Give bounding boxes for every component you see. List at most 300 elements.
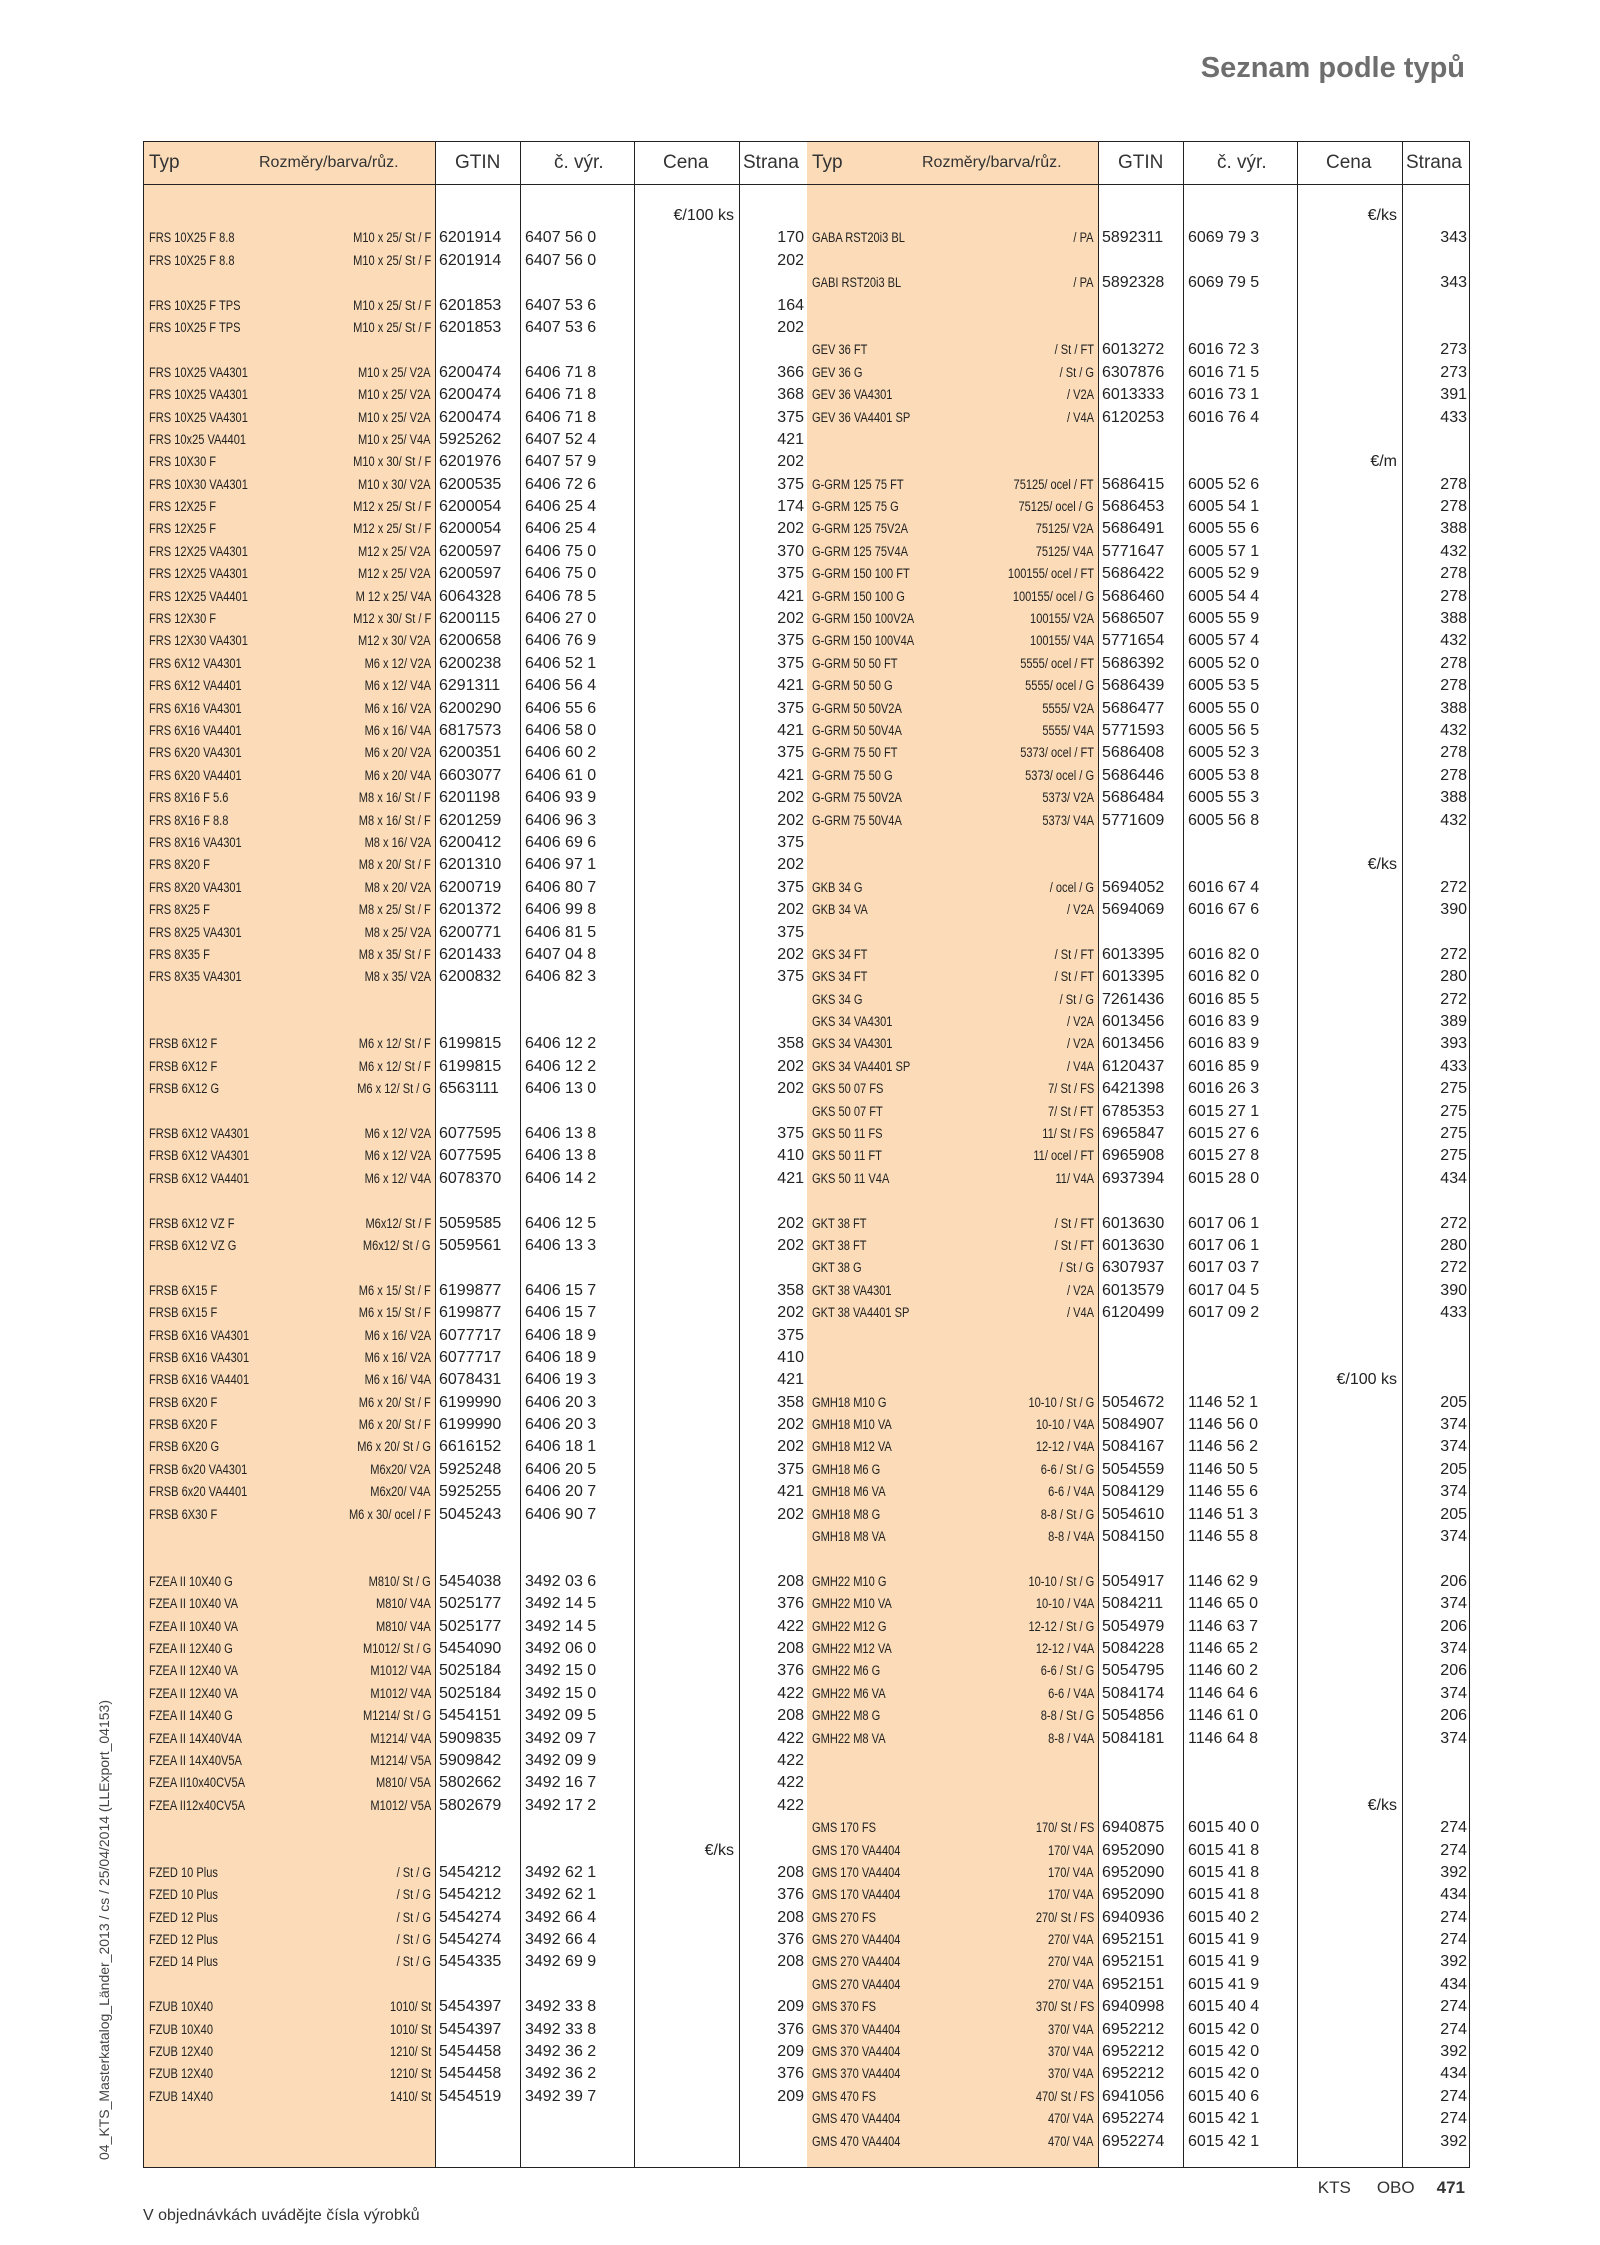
product-type: GKT 38 G: [812, 1260, 862, 1276]
product-number: 6005 55 9: [1188, 610, 1260, 628]
page-ref: 202: [777, 856, 804, 874]
page-ref: 422: [777, 1751, 804, 1769]
header-cislo-vyrobku: č. výr.: [1217, 152, 1267, 173]
product-type: FZEA II 12X40 VA: [149, 1663, 239, 1679]
table-row: [144, 877, 807, 899]
product-type: FZED 10 Plus: [149, 1887, 218, 1903]
page-ref: 274: [1440, 1998, 1467, 2016]
dimensions: / St / G: [396, 1932, 431, 1948]
gtin: 5454335: [439, 1953, 502, 1971]
table-row: [144, 1414, 807, 1436]
dimensions: 1210/ St: [389, 2066, 431, 2082]
product-number: 6015 27 6: [1188, 1125, 1260, 1143]
table-row: [144, 586, 807, 608]
table-row: [807, 630, 1470, 652]
gtin: 6199877: [439, 1281, 502, 1299]
gtin: 5771593: [1102, 721, 1165, 739]
table-row: [807, 1951, 1470, 1973]
product-number: 6016 85 9: [1188, 1057, 1260, 1075]
table-row: [144, 1772, 807, 1794]
page-ref: 388: [1440, 520, 1467, 538]
table-row: [144, 653, 807, 675]
product-type: FRS 8X16 F 5.6: [149, 790, 229, 806]
gtin: 5694069: [1102, 901, 1165, 919]
table-row: [144, 1951, 807, 1973]
page-ref: 278: [1440, 587, 1467, 605]
product-number: 1146 55 6: [1188, 1483, 1258, 1501]
product-type: FRS 10X25 F 8.8: [149, 252, 235, 268]
product-type: G-GRM 150 100V2A: [812, 611, 915, 627]
product-number: 6406 60 2: [525, 744, 597, 762]
product-number: 6406 71 8: [525, 408, 597, 426]
gtin: 6200771: [439, 923, 502, 941]
table-row: [807, 339, 1470, 361]
product-type: GMH22 M10 G: [812, 1573, 887, 1589]
product-type: GKS 50 07 FT: [812, 1103, 883, 1119]
page-ref: 272: [1440, 945, 1467, 963]
gtin: 6200474: [439, 363, 502, 381]
product-number: 3492 16 7: [525, 1774, 597, 1792]
gtin: 6078370: [439, 1169, 502, 1187]
price-unit: €/100 ks: [673, 207, 734, 224]
dimensions: M10 x 25/ V2A: [358, 364, 431, 380]
product-number: 6406 99 8: [525, 901, 597, 919]
gtin: 5802679: [439, 1796, 502, 1814]
product-number: 6407 53 6: [525, 296, 597, 314]
product-number: 3492 09 5: [525, 1707, 597, 1725]
product-type: FRS 12X25 VA4301: [149, 566, 248, 582]
page-ref: 275: [1440, 1102, 1467, 1120]
gtin: 6952212: [1102, 2020, 1165, 2038]
page-ref: 388: [1440, 789, 1467, 807]
dimensions: 270/ V4A: [1048, 1932, 1094, 1948]
gtin: 5909835: [439, 1729, 502, 1747]
product-number: 1146 64 8: [1188, 1729, 1258, 1747]
product-number: 1146 63 7: [1188, 1617, 1258, 1635]
product-number: 6406 71 8: [525, 386, 597, 404]
product-number: 6406 15 7: [525, 1304, 597, 1322]
product-number: 6016 82 0: [1188, 968, 1260, 986]
gtin: 5454397: [439, 2020, 502, 2038]
page-ref: 202: [777, 251, 804, 269]
dimensions: 1210/ St: [389, 2044, 431, 2060]
table-row: [807, 989, 1470, 1011]
dimensions: M12 x 25/ St / F: [352, 499, 431, 515]
page-ref: 202: [777, 945, 804, 963]
product-type: GMS 370 VA4404: [812, 2044, 901, 2060]
table-row: [807, 205, 1470, 227]
product-number: 6406 76 9: [525, 632, 597, 650]
product-number: 6407 57 9: [525, 453, 597, 471]
dimensions: M10 x 25/ St / F: [352, 319, 431, 335]
table-row: [807, 1907, 1470, 1929]
table-row: [807, 922, 1470, 944]
dimensions: 11/ St / FS: [1042, 1126, 1094, 1142]
page-ref: 205: [1440, 1505, 1467, 1523]
dimensions: M10 x 25/ V2A: [358, 387, 431, 403]
dimensions: / PA: [1073, 230, 1094, 246]
table-header: [144, 142, 807, 185]
page-ref: 209: [777, 2043, 804, 2061]
table-row: [807, 1392, 1470, 1414]
dimensions: 1010/ St: [389, 2021, 431, 2037]
page-ref: 208: [777, 1640, 804, 1657]
product-number: 6406 20 3: [525, 1393, 597, 1411]
gtin: 5054917: [1102, 1572, 1165, 1590]
product-type: GMH18 M10 G: [812, 1394, 887, 1410]
product-type: FZEA II 10X40 VA: [149, 1618, 239, 1634]
dimensions: / St / FT: [1054, 946, 1094, 962]
header-cena: Cena: [663, 152, 709, 173]
product-type: FRS 6X12 VA4301: [149, 655, 242, 671]
gtin: 6200474: [439, 408, 502, 426]
gtin: 6785353: [1102, 1102, 1165, 1120]
page-ref: 208: [777, 1863, 804, 1881]
product-number: 6005 52 6: [1188, 475, 1260, 493]
product-number: 6017 06 1: [1188, 1236, 1260, 1254]
product-type: FRS 6X20 VA4301: [149, 745, 242, 761]
page-ref: 274: [1440, 2020, 1467, 2038]
table-row: [807, 854, 1470, 876]
dimensions: 270/ St / FS: [1035, 1909, 1094, 1925]
table-row: [807, 1504, 1470, 1526]
table-row: [807, 2041, 1470, 2063]
product-type: GMH18 M8 VA: [812, 1529, 886, 1545]
page-ref: 206: [1440, 1572, 1467, 1590]
product-number: 6016 73 1: [1188, 386, 1260, 404]
page-ref: 375: [777, 1125, 804, 1143]
page-ref: 272: [1440, 1214, 1467, 1232]
product-number: 6015 41 9: [1188, 1975, 1260, 1993]
product-type: G-GRM 150 100V4A: [812, 633, 915, 649]
dimensions: M6 x 12/ St / F: [359, 1058, 431, 1074]
dimensions: M10 x 25/ V2A: [358, 409, 431, 425]
dimensions: M6 x 20/ V2A: [364, 745, 431, 761]
table-row: [144, 1078, 807, 1100]
page-ref: 410: [777, 1348, 804, 1366]
page-ref: 202: [777, 318, 804, 336]
product-type: FRS 6X20 VA4401: [149, 767, 242, 783]
dimensions: M6 x 20/ St / F: [359, 1394, 431, 1410]
product-number: 6406 58 0: [525, 721, 597, 739]
product-type: FRSB 6X12 F: [149, 1058, 218, 1074]
dimensions: / St / FT: [1054, 1215, 1094, 1231]
dimensions: / PA: [1073, 275, 1094, 291]
page-ref: 278: [1440, 498, 1467, 516]
page-ref: 422: [777, 1684, 804, 1702]
product-type: FRSB 6X20 F: [149, 1417, 218, 1433]
page-ref: 374: [1440, 1640, 1467, 1657]
table-row: [144, 1302, 807, 1324]
gtin: 5686453: [1102, 498, 1165, 516]
product-type: FRS 10X30 F: [149, 454, 217, 470]
table-row: [144, 608, 807, 630]
product-type: GMH22 M8 VA: [812, 1730, 886, 1746]
dimensions: M8 x 20/ St / F: [359, 857, 431, 873]
product-type: FRSB 6X30 F: [149, 1506, 218, 1522]
product-type: GKT 38 VA4401 SP: [812, 1305, 910, 1321]
product-type: GEV 36 VA4301: [812, 387, 893, 403]
table-header: [807, 142, 1470, 185]
page-ref: 202: [777, 1438, 804, 1456]
dimensions: M12 x 30/ St / F: [352, 611, 431, 627]
table-row: [807, 1817, 1470, 1839]
table-row: [807, 250, 1470, 272]
product-type: GABA RST20i3 BL: [812, 230, 905, 246]
product-number: 3492 62 1: [525, 1863, 597, 1881]
page-ref: 274: [1440, 1908, 1467, 1926]
gtin: 5059585: [439, 1214, 502, 1232]
product-type: G-GRM 75 50 G: [812, 767, 893, 783]
table-row: [144, 1101, 807, 1123]
product-type: FRSB 6X16 VA4301: [149, 1349, 250, 1365]
page-ref: 374: [1440, 1729, 1467, 1747]
price-unit: €/100 ks: [1336, 1371, 1397, 1389]
table-row: [807, 1302, 1470, 1324]
product-type: GMS 170 VA4404: [812, 1842, 901, 1858]
product-number: 1146 55 8: [1188, 1528, 1258, 1546]
table-row: [144, 720, 807, 742]
product-type: FZUB 10X40: [149, 2021, 213, 2037]
product-type: G-GRM 50 50V4A: [812, 722, 902, 738]
product-number: 6406 52 1: [525, 654, 597, 672]
gtin: 6199990: [439, 1416, 502, 1434]
product-type: FRS 12X25 F: [149, 521, 217, 537]
header-cena: Cena: [1326, 152, 1372, 173]
product-type: FRS 8X16 F 8.8: [149, 812, 229, 828]
table-row: [807, 765, 1470, 787]
dimensions: M12 x 30/ V2A: [358, 633, 431, 649]
gtin: 6201914: [439, 251, 502, 269]
product-number: 6016 85 5: [1188, 990, 1260, 1008]
table-row: [144, 989, 807, 1011]
gtin: 6200474: [439, 386, 502, 404]
gtin: 6563111: [439, 1080, 499, 1098]
gtin: 6940936: [1102, 1908, 1165, 1926]
gtin: 6013579: [1102, 1281, 1165, 1299]
table-row: [144, 1369, 807, 1391]
page-ref: 209: [777, 1998, 804, 2016]
table-row: [807, 429, 1470, 451]
product-number: 6406 18 1: [525, 1438, 597, 1456]
dimensions: M10 x 25/ V4A: [358, 431, 431, 447]
dimensions: M8 x 16/ St / F: [359, 812, 431, 828]
gtin: 5686507: [1102, 610, 1165, 628]
page-ref: 376: [777, 2065, 804, 2083]
gtin: 6200412: [439, 833, 502, 851]
table-row: [807, 1526, 1470, 1548]
page-ref: 421: [777, 1371, 804, 1389]
product-type: GMS 270 VA4404: [812, 1954, 901, 1970]
dimensions: 5373/ ocel / G: [1025, 767, 1094, 783]
table-row: [144, 810, 807, 832]
page-ref: 278: [1440, 766, 1467, 784]
page-ref: 174: [777, 498, 804, 516]
page-ref: 205: [1440, 1460, 1467, 1478]
product-type: GEV 36 G: [812, 364, 863, 380]
dimensions: M12 x 25/ V2A: [358, 566, 431, 582]
product-number: 6016 72 3: [1188, 341, 1260, 359]
product-type: FZEA II10x40CV5A: [149, 1775, 245, 1791]
gtin: 6952274: [1102, 2110, 1165, 2128]
dimensions: 1010/ St: [389, 1999, 431, 2015]
product-type: FRS 10X25 VA4301: [149, 409, 248, 425]
dimensions: 6-6 / V4A: [1047, 1484, 1094, 1500]
product-number: 6015 41 8: [1188, 1886, 1260, 1904]
product-type: FZUB 12X40: [149, 2044, 213, 2060]
product-number: 1146 56 2: [1188, 1438, 1258, 1456]
table-row: [144, 1235, 807, 1257]
dimensions: 12-12 / V4A: [1035, 1641, 1094, 1656]
product-number: 6005 57 1: [1188, 542, 1260, 560]
gtin: 5084907: [1102, 1416, 1165, 1434]
page-ref: 278: [1440, 744, 1467, 762]
dimensions: / St / G: [396, 1864, 431, 1880]
product-type: G-GRM 75 50V2A: [812, 790, 902, 806]
table-row: [807, 944, 1470, 966]
dimensions: 100155/ ocel / G: [1012, 588, 1094, 604]
gtin: 6201914: [439, 229, 502, 247]
dimensions: / St / FT: [1054, 342, 1094, 358]
gtin: 6200597: [439, 565, 502, 583]
product-type: G-GRM 125 75 G: [812, 499, 899, 515]
table-row: [807, 608, 1470, 630]
table-row: [807, 1011, 1470, 1033]
table-row: [144, 1213, 807, 1235]
table-row: [807, 1123, 1470, 1145]
page-ref: 202: [777, 1416, 804, 1434]
table-row: [144, 1683, 807, 1705]
page-ref: 432: [1440, 632, 1467, 650]
product-type: FRS 8X25 VA4301: [149, 924, 242, 940]
gtin: 6965847: [1102, 1125, 1165, 1143]
page-ref: 202: [777, 520, 804, 538]
page-ref: 202: [777, 1080, 804, 1098]
product-type: GKS 50 11 V4A: [812, 1170, 890, 1186]
table-row: [144, 854, 807, 876]
gtin: 5686408: [1102, 744, 1165, 762]
product-number: 6015 27 1: [1188, 1102, 1260, 1120]
product-number: 6005 54 4: [1188, 587, 1260, 605]
table-row: [807, 362, 1470, 384]
page-ref: 368: [777, 386, 804, 404]
gtin: 6013456: [1102, 1035, 1165, 1053]
gtin: 5084181: [1102, 1729, 1165, 1747]
table-row: [807, 1213, 1470, 1235]
product-number: 6406 13 8: [525, 1147, 597, 1165]
table-row: [807, 742, 1470, 764]
page-ref: 376: [777, 1931, 804, 1949]
table-row: [807, 1145, 1470, 1167]
dimensions: M1214/ St / G: [362, 1708, 431, 1724]
dimensions: 6-6 / St / G: [1040, 1663, 1094, 1679]
gtin: 6937394: [1102, 1169, 1165, 1187]
page-ref: 389: [1440, 1013, 1467, 1031]
table-row: [807, 1414, 1470, 1436]
product-type: FRS 12X25 VA4401: [149, 588, 248, 604]
table-row: [144, 1123, 807, 1145]
product-number: 3492 69 9: [525, 1953, 597, 1971]
table-row: [144, 362, 807, 384]
dimensions: 170/ St / FS: [1035, 1820, 1094, 1836]
table-rows-left: [144, 205, 807, 2108]
page-ref: 434: [1440, 2065, 1467, 2083]
product-number: 6005 54 1: [1188, 498, 1260, 516]
product-type: GKS 50 11 FS: [812, 1126, 883, 1142]
gtin: 6201372: [439, 901, 502, 919]
gtin: 5025184: [439, 1662, 502, 1680]
product-type: FRSB 6X15 F: [149, 1282, 218, 1298]
gtin: 6199815: [439, 1035, 502, 1053]
gtin: 6077717: [439, 1326, 502, 1344]
page-ref: 274: [1440, 2110, 1467, 2128]
dimensions: M8 x 16/ St / F: [359, 790, 431, 806]
price-unit: €/ks: [1367, 856, 1397, 874]
gtin: 6199815: [439, 1057, 502, 1075]
product-number: 1146 61 0: [1188, 1707, 1258, 1725]
product-number: 3492 66 4: [525, 1908, 597, 1926]
product-number: 3492 62 1: [525, 1886, 597, 1904]
gtin: 6200535: [439, 475, 502, 493]
product-type: FZUB 12X40: [149, 2066, 213, 2082]
gtin: 5054795: [1102, 1662, 1165, 1680]
product-number: 1146 50 5: [1188, 1460, 1258, 1478]
dimensions: 100155/ ocel / FT: [1007, 566, 1094, 582]
gtin: 6952212: [1102, 2065, 1165, 2083]
product-type: GKS 34 FT: [812, 946, 868, 962]
product-type: GMH18 M6 G: [812, 1461, 881, 1477]
footer-branding: [1292, 2178, 1465, 2198]
page-ref: 434: [1440, 1886, 1467, 1904]
gtin: 5025177: [439, 1595, 502, 1613]
product-number: 1146 65 2: [1188, 1640, 1258, 1657]
dimensions: M8 x 35/ St / F: [359, 946, 431, 962]
gtin: 6120499: [1102, 1304, 1165, 1322]
product-type: FRS 8X20 F: [149, 857, 210, 873]
dimensions: 75125/ ocel / G: [1018, 499, 1094, 515]
table-row: [807, 1548, 1470, 1570]
page-ref: 208: [777, 1707, 804, 1725]
export-info: 04_KTS_Masterkatalog_Länder_2013 / cs / 25/04/2014 (LLExport_04153): [96, 1700, 112, 2160]
gtin: 5084174: [1102, 1684, 1165, 1702]
dimensions: 370/ V4A: [1048, 2044, 1094, 2060]
page-ref: 278: [1440, 654, 1467, 672]
table-row: [807, 2019, 1470, 2041]
product-type: G-GRM 75 50 FT: [812, 745, 898, 761]
page-ref: 376: [777, 2020, 804, 2038]
product-type: FRSB 6X16 VA4301: [149, 1327, 250, 1343]
gtin: 5686460: [1102, 587, 1165, 605]
table-row: [807, 1660, 1470, 1682]
product-type: FZUB 10X40: [149, 1999, 213, 2015]
product-type: GKB 34 VA: [812, 902, 868, 918]
page-ref: 434: [1440, 1975, 1467, 1993]
table-row: [807, 1840, 1470, 1862]
table-row: [807, 966, 1470, 988]
table-row: [807, 1257, 1470, 1279]
gtin: 5454212: [439, 1886, 502, 1904]
product-number: 6016 67 6: [1188, 901, 1260, 919]
product-number: 3492 06 0: [525, 1640, 597, 1657]
price-unit: €/m: [1370, 453, 1397, 471]
table-row: [144, 451, 807, 473]
product-number: 6016 82 0: [1188, 945, 1260, 963]
product-number: 6005 56 8: [1188, 811, 1260, 829]
gtin: 5054672: [1102, 1393, 1165, 1411]
page-ref: 278: [1440, 565, 1467, 583]
table-row: [807, 407, 1470, 429]
table-row: [144, 1840, 807, 1862]
